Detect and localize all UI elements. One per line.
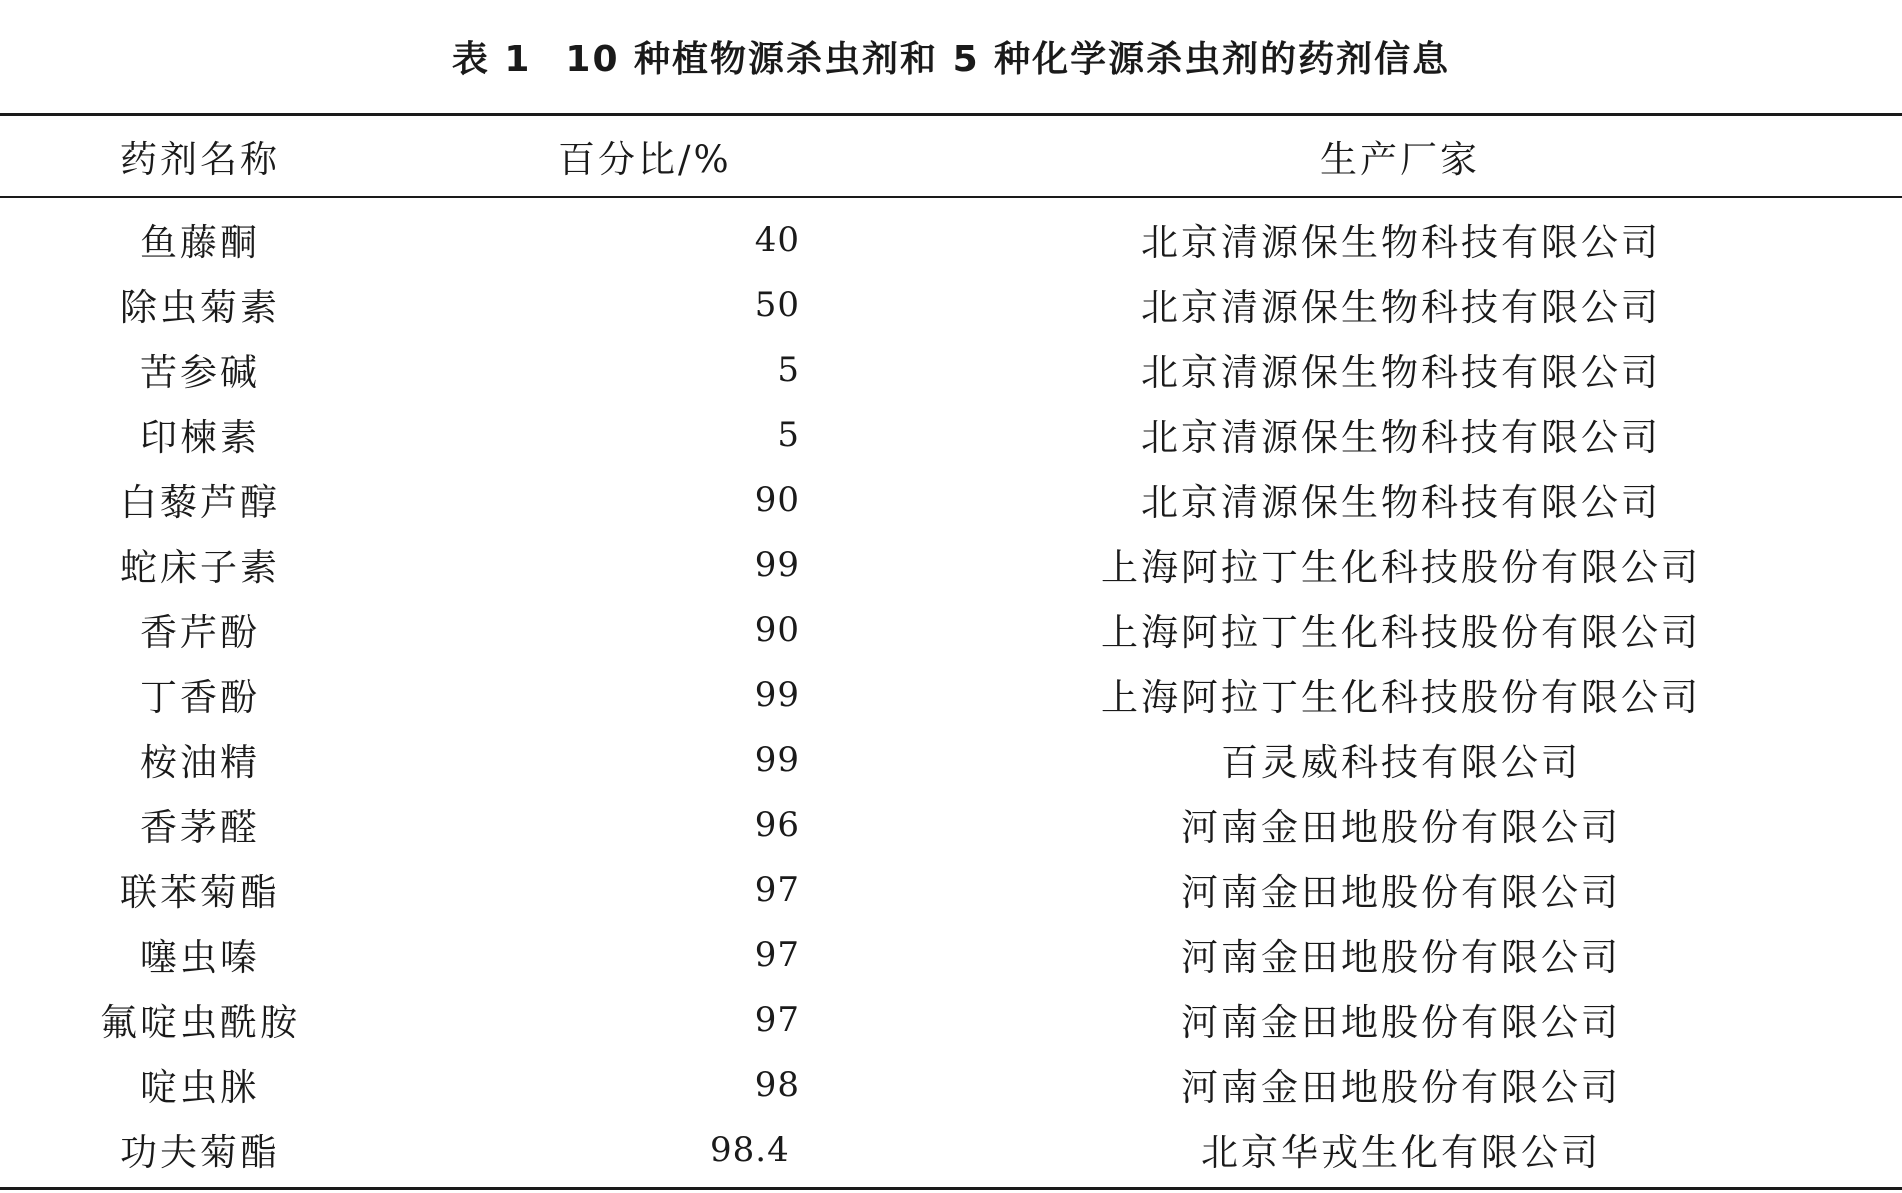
percent-cell <box>400 856 900 921</box>
table-row <box>0 1051 1902 1116</box>
table-row <box>0 271 1902 336</box>
table-caption <box>0 30 1902 90</box>
percent-cell <box>400 921 900 986</box>
percent-cell <box>400 596 900 661</box>
table-row <box>0 921 1902 986</box>
agent-name-cell: 蛇床子素 <box>120 545 280 589</box>
table-title: 10 种植物源杀虫剂和 5 种化学源杀虫剂的药剂信息 <box>565 39 1451 80</box>
manufacturer-cell: 河南金田地股份有限公司 <box>1181 935 1621 979</box>
percent-cell <box>400 531 900 596</box>
manufacturer-cell: 北京清源保生物科技有限公司 <box>1141 480 1661 524</box>
manufacturer-cell: 上海阿拉丁生化科技股份有限公司 <box>1101 610 1701 654</box>
agent-name-cell: 桉油精 <box>140 740 260 784</box>
percent-cell <box>400 197 900 271</box>
insecticide-info-table <box>0 113 1902 1190</box>
percent-value: 99 <box>754 545 800 585</box>
percent-value: 97 <box>754 870 800 910</box>
percent-value: 97 <box>754 1000 800 1040</box>
manufacturer-cell: 河南金田地股份有限公司 <box>1181 805 1621 849</box>
manufacturer-cell: 北京清源保生物科技有限公司 <box>1141 415 1661 459</box>
manufacturer-cell: 百灵威科技有限公司 <box>1221 740 1581 784</box>
manufacturer-cell: 北京华戎生化有限公司 <box>1201 1130 1601 1174</box>
agent-name-cell: 联苯菊酯 <box>120 870 280 914</box>
table-body <box>0 197 1902 1189</box>
percent-cell <box>400 1051 900 1116</box>
table-row <box>0 1116 1902 1189</box>
manufacturer-cell: 上海阿拉丁生化科技股份有限公司 <box>1101 675 1701 719</box>
table-row <box>0 401 1902 466</box>
percent-cell <box>400 986 900 1051</box>
percent-cell <box>400 1116 900 1189</box>
agent-name-cell: 丁香酚 <box>140 675 260 719</box>
agent-name-cell: 苦参碱 <box>140 350 260 394</box>
manufacturer-cell: 河南金田地股份有限公司 <box>1181 870 1621 914</box>
percent-value: 5 <box>777 350 800 390</box>
manufacturer-cell: 北京清源保生物科技有限公司 <box>1141 220 1661 264</box>
table-header <box>0 115 1902 198</box>
table-row <box>0 466 1902 531</box>
percent-value: 40 <box>754 220 800 260</box>
percent-cell <box>400 661 900 726</box>
percent-value: 50 <box>754 285 800 325</box>
percent-cell <box>400 271 900 336</box>
percent-value: 96 <box>754 805 800 845</box>
table-row <box>0 336 1902 401</box>
percent-cell <box>400 401 900 466</box>
percent-cell <box>400 466 900 531</box>
table-number: 表 1 <box>451 39 532 80</box>
agent-name-cell: 印楝素 <box>140 415 260 459</box>
table-row <box>0 986 1902 1051</box>
agent-name-cell: 除虫菊素 <box>120 285 280 329</box>
percent-cell <box>400 791 900 856</box>
percent-cell <box>400 336 900 401</box>
table-row <box>0 856 1902 921</box>
agent-name-cell: 噻虫嗪 <box>140 935 260 979</box>
table-row <box>0 726 1902 791</box>
manufacturer-cell: 上海阿拉丁生化科技股份有限公司 <box>1101 545 1701 589</box>
percent-value: 98 <box>754 1065 800 1105</box>
agent-name-cell: 白藜芦醇 <box>120 480 280 524</box>
agent-name-cell: 香茅醛 <box>140 805 260 849</box>
agent-name-cell: 鱼藤酮 <box>140 220 260 264</box>
table-row <box>0 596 1902 661</box>
table-row <box>0 791 1902 856</box>
agent-name-cell: 氟啶虫酰胺 <box>100 1000 300 1044</box>
manufacturer-cell: 北京清源保生物科技有限公司 <box>1141 285 1661 329</box>
percent-value: 99 <box>754 675 800 715</box>
header-name: 药剂名称 <box>120 138 280 181</box>
agent-name-cell: 啶虫脒 <box>140 1065 260 1109</box>
manufacturer-cell: 河南金田地股份有限公司 <box>1181 1065 1621 1109</box>
percent-value: 90 <box>754 610 800 650</box>
percent-value: 98.4 <box>710 1130 790 1170</box>
header-percent: 百分比/% <box>558 138 732 181</box>
agent-name-cell: 功夫菊酯 <box>120 1130 280 1174</box>
table-row <box>0 661 1902 726</box>
percent-cell <box>400 726 900 791</box>
table-row <box>0 531 1902 596</box>
table-row <box>0 197 1902 271</box>
percent-value: 97 <box>754 935 800 975</box>
manufacturer-cell: 北京清源保生物科技有限公司 <box>1141 350 1661 394</box>
header-row <box>0 115 1902 198</box>
manufacturer-cell: 河南金田地股份有限公司 <box>1181 1000 1621 1044</box>
agent-name-cell: 香芹酚 <box>140 610 260 654</box>
header-manufacturer: 生产厂家 <box>1320 138 1480 181</box>
percent-value: 99 <box>754 740 800 780</box>
percent-value: 5 <box>777 415 800 455</box>
percent-value: 90 <box>754 480 800 520</box>
